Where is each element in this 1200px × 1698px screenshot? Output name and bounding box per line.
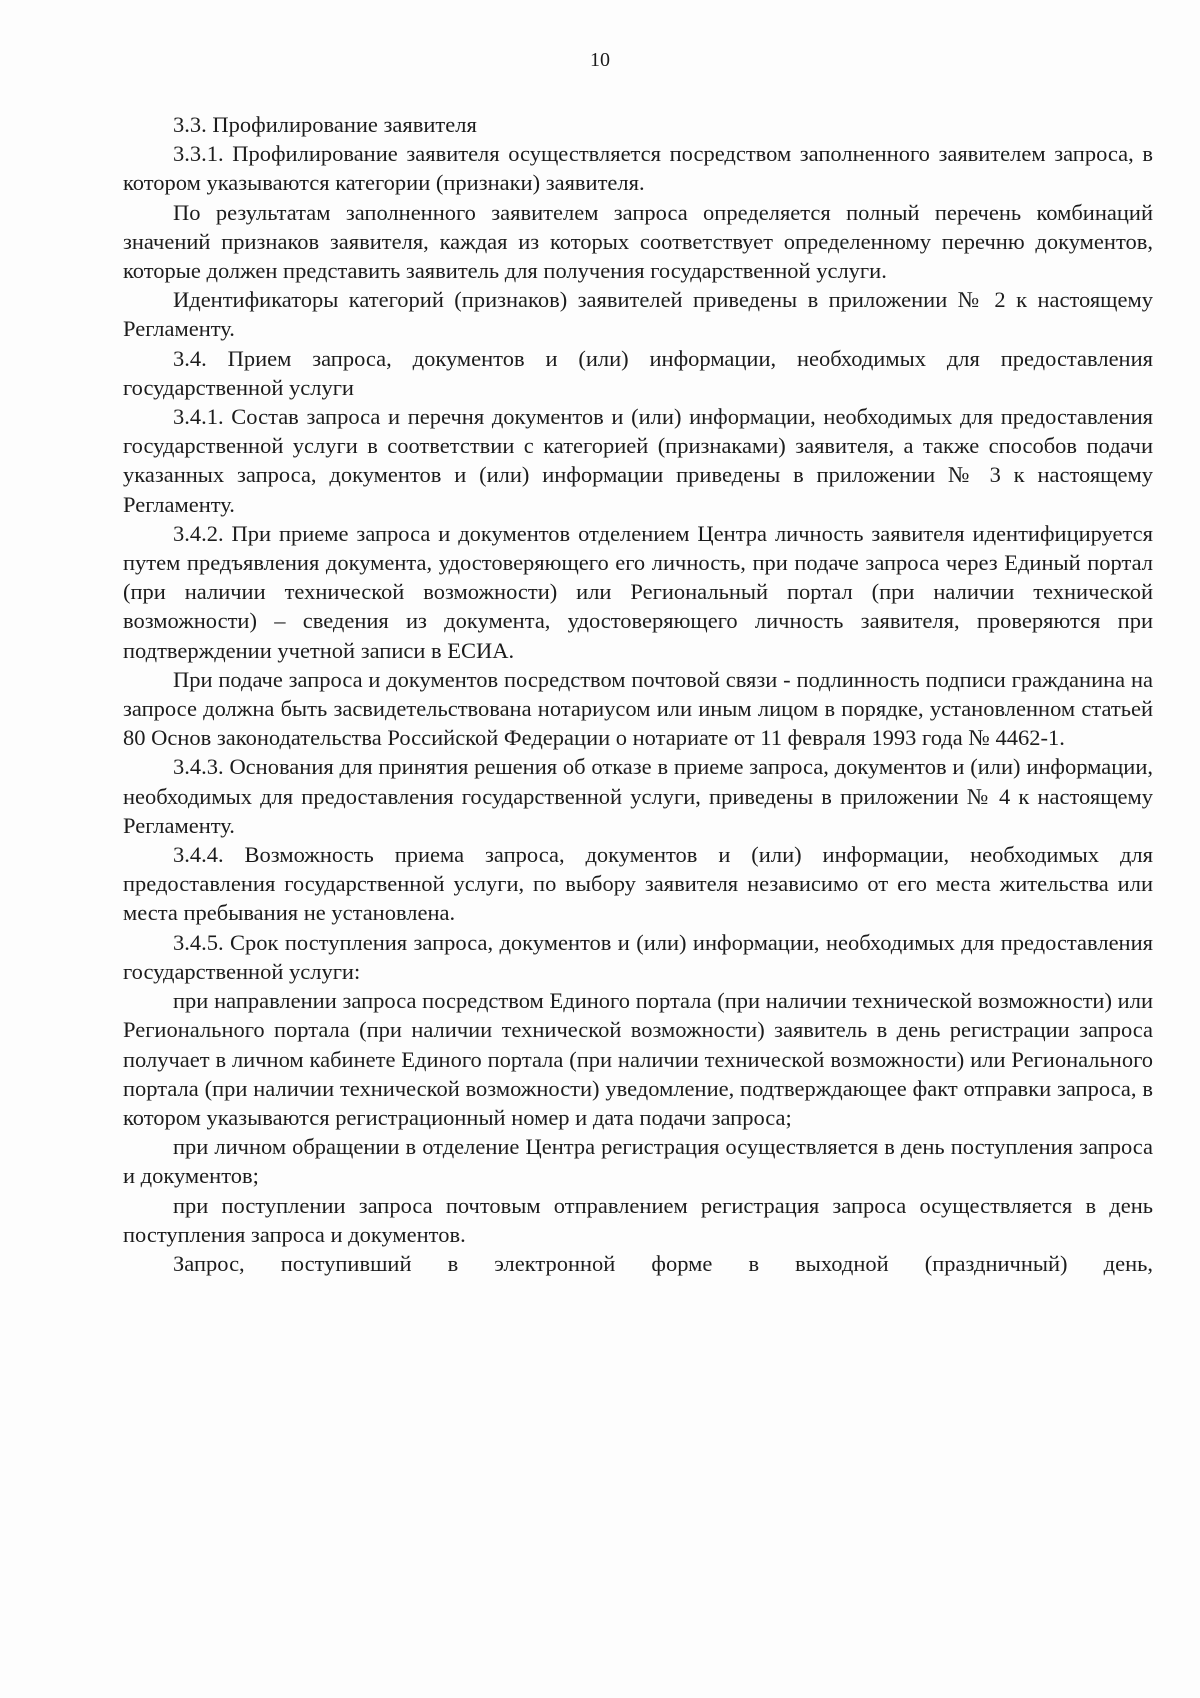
- paragraph-results: По результатам заполненного заявителем запроса определяется полный перечень комбинаций значений признаков заявителя, каждая из которых соответствует определенному перечню документов, которые должен представить заявитель для получения государственной услуги.: [123, 199, 1153, 284]
- paragraph-portal: при направлении запроса посредством Единого портала (при наличии технической возможности) или Регионального портала (при наличии технической возможности) заявитель в день регистрации запроса получает в личном кабинете Единого портала (при наличии технической возможности) или Регионального портала (при наличии технической возможности) уведомление, подтверждающее факт отправки запроса, в котором указываются регистрационный номер и дата подачи запроса;: [123, 988, 1153, 1130]
- paragraph-3-4-2: 3.4.2. При приеме запроса и документов отделением Центра личность заявителя идентифицируется путем предъявления документа, удостоверяющего его личность, при подаче запроса через Единый портал (при наличии технической возможности) или Региональный портал (при наличии технической возможности) – сведения из документа, удостоверяющего личность заявителя, проверяются при подтверждении учетной записи в ЕСИА.: [123, 520, 1153, 663]
- paragraph-postal: При подаче запроса и документов посредством почтовой связи - подлинность подписи гражданина на запросе должна быть засвидетельствована нотариусом или иным лицом в порядке, установленном статьей 80 Основ законодательства Российской Федерации о нотариате от 11 февраля 1993 года № 4462-1.: [123, 666, 1153, 751]
- paragraph-personal-visit: при личном обращении в отделение Центра регистрация осуществляется в день поступления запроса и документов;: [123, 1134, 1153, 1189]
- page-number: 10: [590, 49, 610, 71]
- paragraph-3-4-4: 3.4.4. Возможность приема запроса, документов и (или) информации, необходимых для предоставления государственной услуги, по выбору заявителя независимо от его места жительства или места пребывания не установлена.: [123, 842, 1153, 926]
- paragraph-mail: при поступлении запроса почтовым отправлением регистрация запроса осуществляется в день поступления запроса и документов.: [123, 1192, 1153, 1247]
- paragraph-electronic-holiday: Запрос, поступивший в электронной форме в выходной (праздничный) день,: [173, 1250, 1153, 1276]
- section-heading-3-4: 3.4. Прием запроса, документов и (или) информации, необходимых для предоставления государственной услуги: [123, 345, 1153, 400]
- paragraph-3-3-1: 3.3.1. Профилирование заявителя осуществляется посредством заполненного заявителем запроса, в котором указываются категории (признаки) заявителя.: [123, 141, 1153, 196]
- document-body: [123, 110, 1153, 1278]
- section-heading-3-3: 3.3. Профилирование заявителя: [173, 112, 477, 137]
- paragraph-3-4-5: 3.4.5. Срок поступления запроса, документов и (или) информации, необходимых для предоставления государственной услуги:: [123, 929, 1153, 984]
- paragraph-3-4-1: 3.4.1. Состав запроса и перечня документов и (или) информации, необходимых для предоставления государственной услуги в соответствии с категорией (признаками) заявителя, а также способов подачи указанных запроса, документов и (или) информации приведены в приложении № 3 к настоящему Регламенту.: [123, 404, 1153, 517]
- paragraph-3-4-3: 3.4.3. Основания для принятия решения об отказе в приеме запроса, документов и (или) информации, необходимых для предоставления государственной услуги, приведены в приложении № 4 к настоящему Регламенту.: [123, 754, 1153, 838]
- paragraph-identifiers: Идентификаторы категорий (признаков) заявителей приведены в приложении № 2 к настоящему Регламенту.: [123, 287, 1153, 342]
